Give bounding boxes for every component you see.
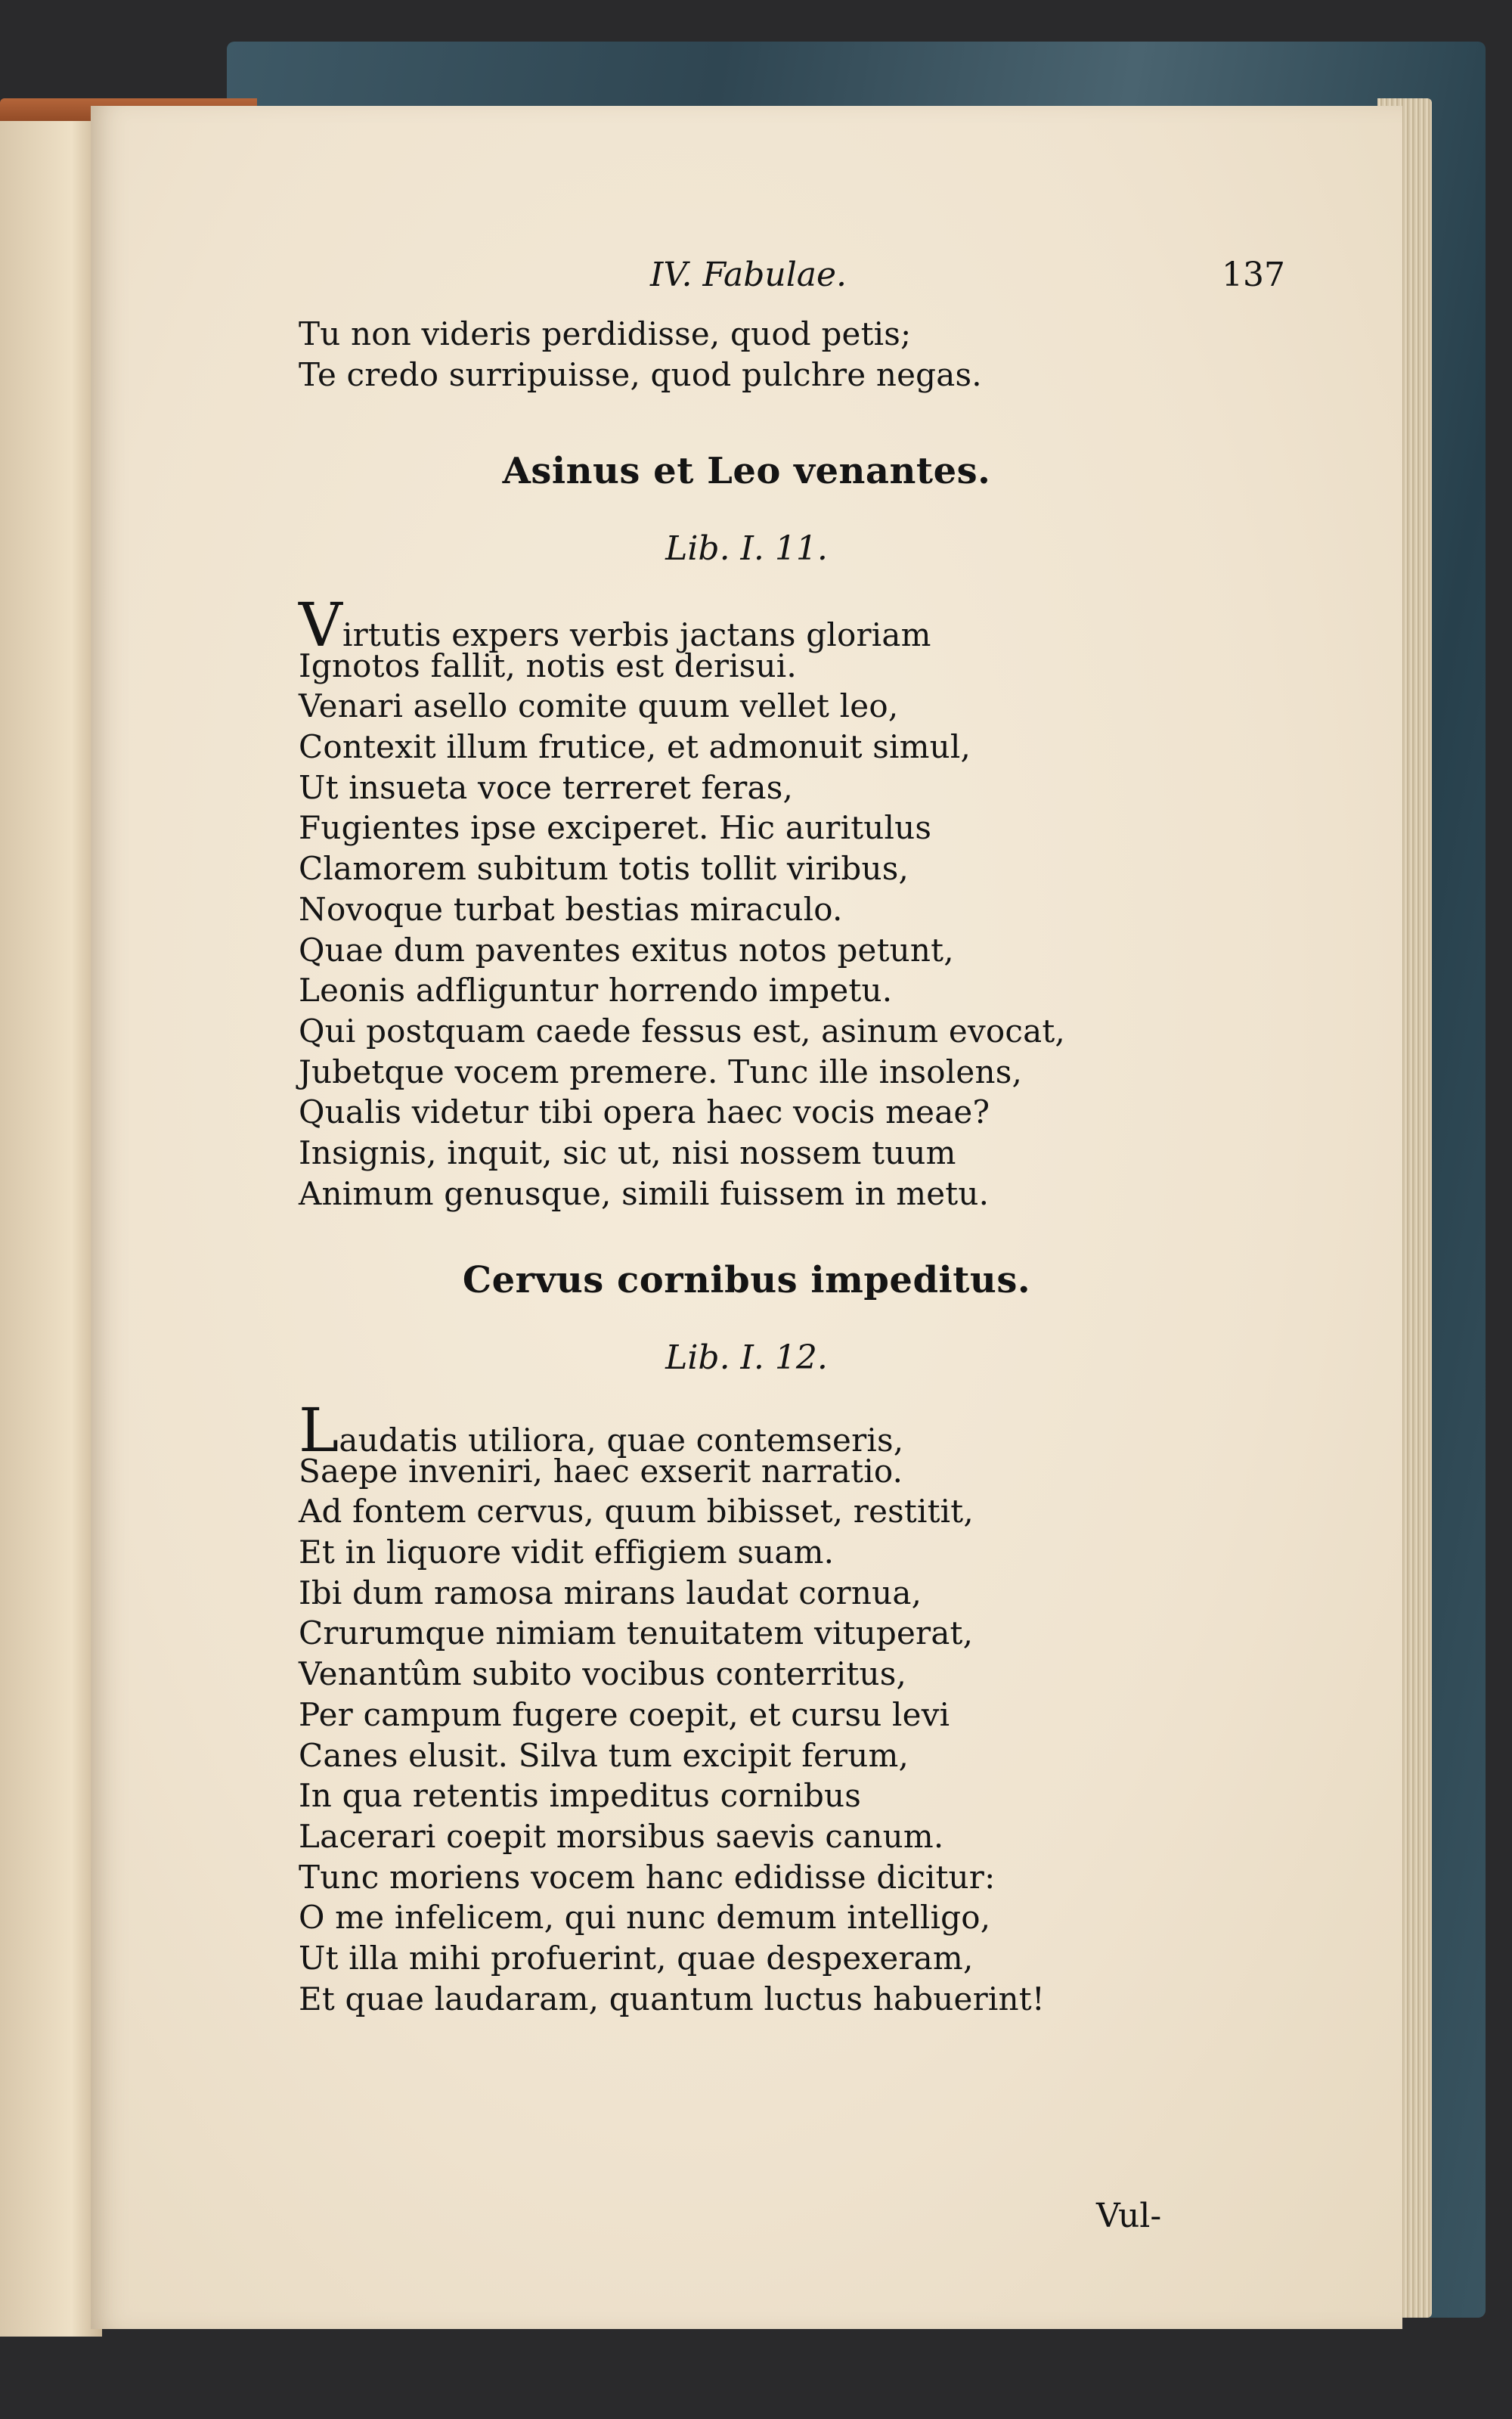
- first-line-text: irtutis expers verbis jactans gloriam: [342, 616, 931, 653]
- drop-cap: L: [299, 1395, 339, 1465]
- verse-line: Saepe inveniri, haec exserit narratio.: [299, 1452, 903, 1490]
- verse-line: Canes elusit. Silva tum excipit ferum,: [299, 1736, 909, 1774]
- verse-line-first: [299, 1395, 1221, 1465]
- verse-line: Venari asello comite quum vellet leo,: [299, 687, 899, 725]
- book-page: [91, 106, 1402, 2329]
- verse-line-first: [299, 590, 1221, 660]
- verse-line: Contexit illum frutice, et admonuit simul,: [299, 728, 971, 766]
- fable-title: Asinus et Leo venantes.: [502, 450, 991, 492]
- fable-title: Cervus cornibus impeditus.: [462, 1259, 1031, 1301]
- first-line-text: audatis utiliora, quae contemseris,: [339, 1422, 904, 1459]
- verse-line: Et quae laudaram, quantum luctus habuerint!: [299, 1980, 1045, 2017]
- verse-line: Ad fontem cervus, quum bibisset, restitit,: [299, 1493, 974, 1530]
- verse-line: Leonis adfliguntur horrendo impetu.: [299, 972, 893, 1009]
- verse-line: Venantûm subito vocibus conterritus,: [299, 1655, 907, 1693]
- verse-line: Novoque turbat bestias miraculo.: [299, 890, 843, 928]
- verse-line: Ut illa mihi profuerint, quae despexeram,: [299, 1939, 974, 1977]
- verse-line: Ut insueta voce terreret feras,: [299, 768, 794, 806]
- drop-cap: V: [299, 590, 342, 660]
- verse-line: Tu non videris perdidisse, quod petis;: [299, 315, 912, 352]
- page-header: [257, 256, 1285, 309]
- catchword: Vul-: [1096, 2197, 1162, 2235]
- fable-verse: [299, 1395, 1221, 2019]
- fragment-verse: [299, 314, 1221, 395]
- page-number: 137: [1222, 256, 1285, 294]
- verse-line: Quae dum paventes exitus notos petunt,: [299, 931, 954, 969]
- verse-line: Jubetque vocem premere. Tunc ille insolens,: [299, 1053, 1023, 1090]
- book-reference: Lib. I. 12.: [665, 1338, 828, 1377]
- verse-line: O me infelicem, qui nunc demum intelligo,: [299, 1899, 991, 1937]
- verse-line: Lacerari coepit morsibus saevis canum.: [299, 1817, 944, 1855]
- verse-line: Et in liquore vidit effigiem suam.: [299, 1534, 835, 1571]
- verse-line: Insignis, inquit, sic ut, nisi nossem tuum: [299, 1134, 956, 1171]
- verse-line: Clamorem subitum totis tollit viribus,: [299, 850, 909, 888]
- verse-line: Ibi dum ramosa mirans laudat cornua,: [299, 1574, 922, 1611]
- verse-line: In qua retentis impeditus cornibus: [299, 1777, 862, 1815]
- verse-line: Ignotos fallit, notis est derisui.: [299, 647, 797, 684]
- verse-line: Crurumque nimiam tenuitatem vituperat,: [299, 1614, 974, 1652]
- book-reference: Lib. I. 11.: [665, 529, 828, 568]
- verse-line: Per campum fugere coepit, et cursu levi: [299, 1695, 950, 1733]
- verse-line: Qualis videtur tibi opera haec vocis meae?: [299, 1093, 990, 1131]
- left-page-edge: [0, 121, 102, 2337]
- running-head: IV. Fabulae.: [650, 256, 847, 294]
- verse-line: Qui postquam caede fessus est, asinum evocat,: [299, 1012, 1065, 1050]
- verse-line: Fugientes ipse exciperet. Hic auritulus: [299, 809, 932, 847]
- verse-line: Te credo surripuisse, quod pulchre negas.: [299, 355, 982, 393]
- verse-line: Animum genusque, simili fuissem in metu.: [299, 1174, 990, 1212]
- verse-line: Tunc moriens vocem hanc edidisse dicitur:: [299, 1858, 996, 1896]
- fable-verse: [299, 590, 1221, 1214]
